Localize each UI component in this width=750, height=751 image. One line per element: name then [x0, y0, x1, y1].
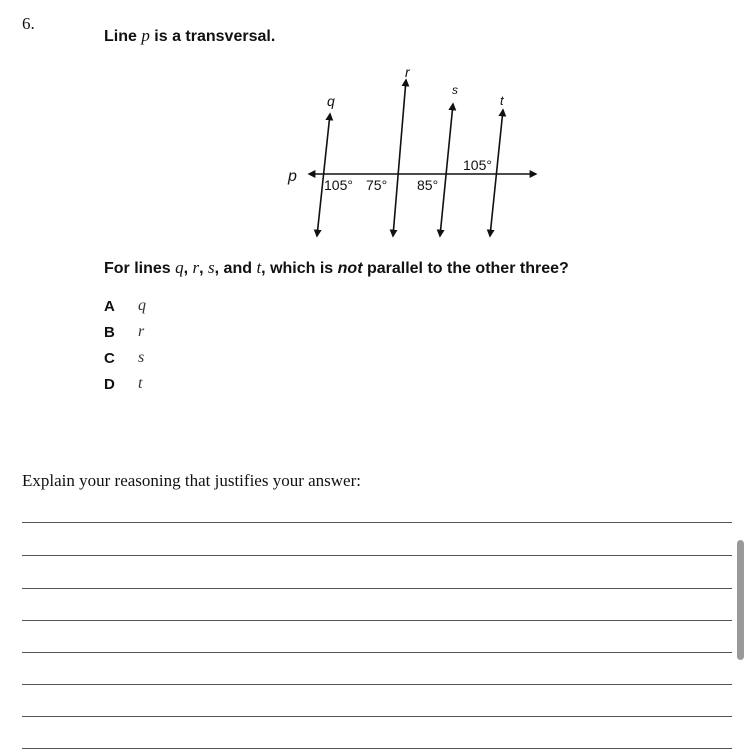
label-r: r — [405, 64, 410, 80]
answer-line[interactable] — [22, 748, 732, 749]
answer-line[interactable] — [22, 684, 732, 685]
answer-line[interactable] — [22, 652, 732, 653]
line-t — [490, 110, 503, 236]
line-r — [393, 80, 406, 236]
problem-prompt: Line p is a transversal. — [104, 26, 276, 45]
angle-t: 105° — [463, 157, 492, 173]
answer-choices — [104, 293, 146, 397]
prompt-variable: p — [141, 26, 150, 45]
choice-b[interactable]: B r — [104, 323, 145, 341]
label-s: s — [452, 83, 458, 97]
label-q: q — [327, 93, 335, 109]
scrollbar[interactable] — [737, 540, 744, 660]
choice-a[interactable]: A q — [104, 297, 146, 315]
explain-prompt: Explain your reasoning that justifies your answer: — [22, 471, 361, 490]
answer-line[interactable] — [22, 620, 732, 621]
answer-line[interactable] — [22, 522, 732, 523]
answer-line[interactable] — [22, 555, 732, 556]
label-p: p — [288, 168, 297, 185]
answer-line[interactable] — [22, 588, 732, 589]
question-number: 6. — [22, 14, 35, 33]
choice-c[interactable]: C s — [104, 349, 145, 367]
line-s — [440, 104, 453, 236]
question-text: For lines q, r, s, and t, which is not parallel to the other three? — [104, 258, 569, 277]
line-q — [317, 114, 330, 236]
angle-r: 75° — [366, 177, 388, 193]
answer-line[interactable] — [22, 716, 732, 717]
angle-s: 85° — [417, 177, 439, 193]
choice-d[interactable]: D t — [104, 375, 143, 393]
label-t: t — [500, 93, 504, 108]
angle-q: 105° — [324, 177, 353, 193]
